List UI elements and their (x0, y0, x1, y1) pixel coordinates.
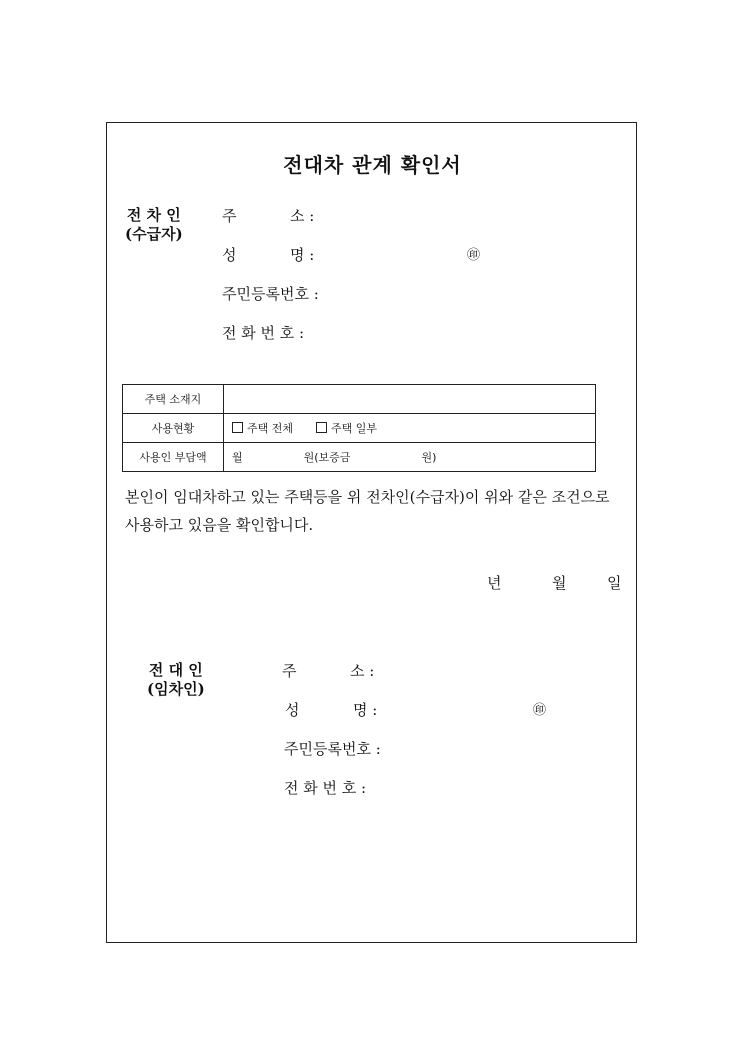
sublessor-name-label-2: 명 : (290, 246, 315, 264)
statement-line-1: 본인이 임대차하고 있는 주택등을 위 전차인(수급자)이 위와 같은 조건으로 (125, 488, 610, 506)
housing-location-label: 주택 소재지 (123, 385, 224, 414)
usage-status-label: 사용현황 (123, 414, 224, 443)
form-frame (106, 122, 637, 943)
sublessor-address-label-2: 소 : (290, 207, 315, 225)
sublessee-phone-label: 전 화 번 호 : (284, 779, 367, 797)
user-burden-label: 사용인 부담액 (123, 443, 224, 472)
whole-house-checkbox[interactable] (232, 422, 243, 433)
date-day-label: 일 (607, 574, 622, 592)
date-year-label: 년 (487, 574, 502, 592)
statement-line-2: 사용하고 있음을 확인합니다. (125, 516, 314, 534)
sublessor-role (125, 206, 183, 244)
sublessee-id-label: 주민등록번호 : (284, 740, 381, 758)
usage-status-options (224, 414, 596, 443)
partial-house-option-label: 주택 일부 (331, 422, 378, 435)
table-row (123, 385, 596, 414)
confirmation-statement (125, 483, 610, 539)
sublessee-address-label-2: 소 : (350, 662, 375, 680)
sublessee-seal-mark: ㊞ (533, 703, 547, 718)
sublessor-id-label: 주민등록번호 : (222, 285, 319, 303)
date-month-label: 월 (552, 574, 567, 592)
table-row (123, 443, 596, 472)
won-deposit-label: 원(보증금 (303, 451, 351, 464)
sublessor-role-paren: (수급자) (125, 225, 183, 243)
partial-house-checkbox[interactable] (316, 422, 327, 433)
housing-info-table (122, 384, 596, 472)
user-burden-value (224, 443, 596, 472)
sublessee-address-label-1: 주 (282, 662, 297, 680)
sublessee-name-label-1: 성 (285, 701, 300, 719)
sublessee-role-label: 전 대 인 (148, 661, 203, 679)
monthly-label: 월 (232, 451, 243, 464)
sublessee-role-paren: (임차인) (147, 680, 205, 698)
sublessor-role-label: 전 차 인 (126, 206, 181, 224)
sublessor-phone-label: 전 화 번 호 : (222, 324, 305, 342)
sublessee-role (147, 661, 205, 699)
whole-house-option-label: 주택 전체 (247, 422, 294, 435)
won-end-label: 원) (421, 451, 437, 464)
document-title: 전대차 관계 확인서 (283, 153, 462, 177)
table-row (123, 414, 596, 443)
housing-location-value[interactable] (224, 385, 596, 414)
sublessor-seal-mark: ㊞ (467, 248, 481, 263)
sublessee-name-label-2: 명 : (353, 701, 378, 719)
sublessor-address-label-1: 주 (222, 207, 237, 225)
sublessor-name-label-1: 성 (222, 246, 237, 264)
